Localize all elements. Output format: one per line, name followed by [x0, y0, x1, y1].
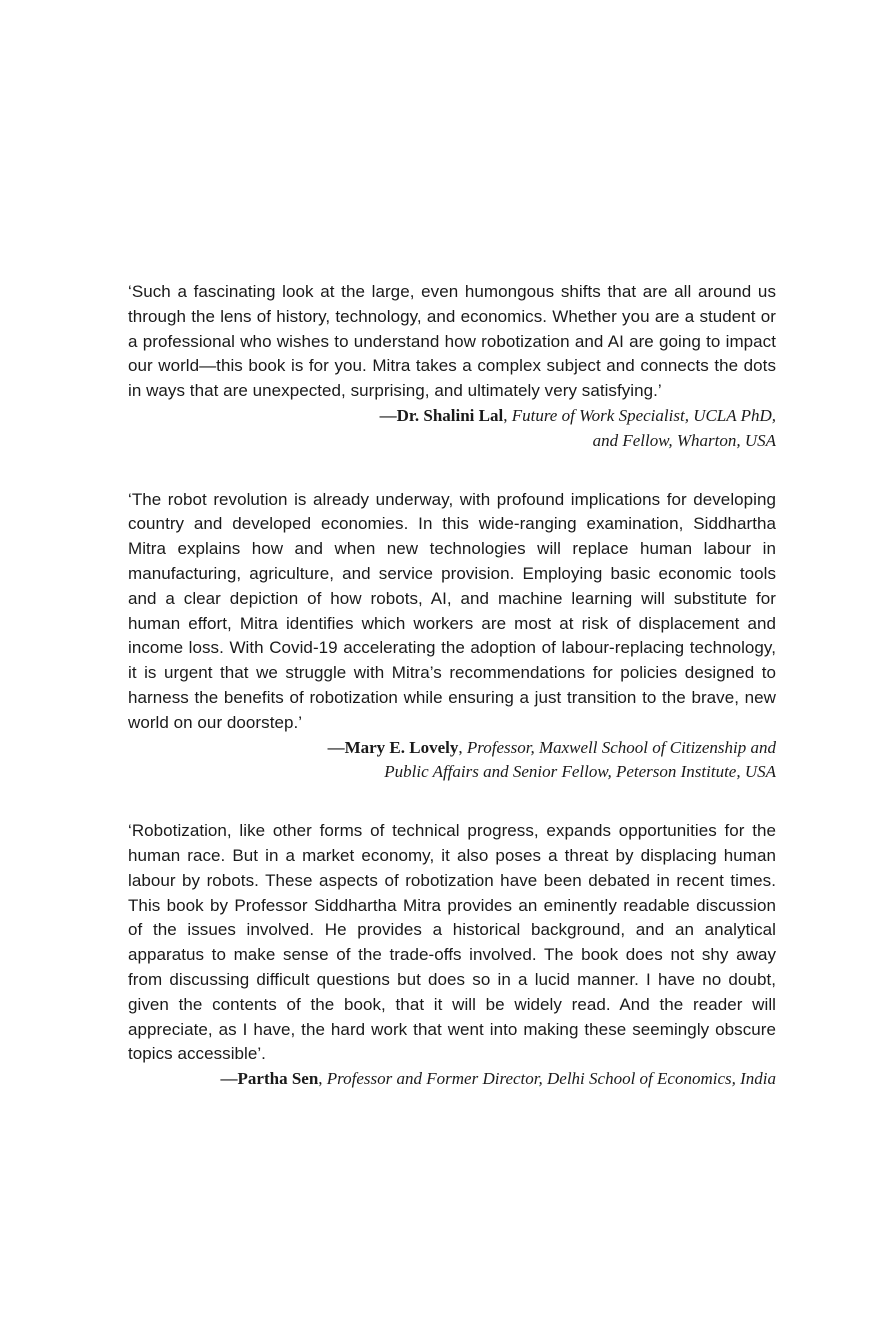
endorsement-quote: ‘Such a fascinating look at the large, even humongous shifts that are all around us through the lens of history, technology, and economics. Whether you are a student or a professional who wishes to understand how robotization and AI are going to impact our world—this book is for you. Mitra takes a complex subject and connects the dots in ways that are unexpected, surprising, and ultimately very satisfying.’	[128, 282, 776, 401]
endorser-name: —Mary E. Lovely	[327, 737, 459, 757]
endorser-name: —Dr. Shalini Lal	[379, 405, 504, 425]
endorser-role-continued: Public Affairs and Senior Fellow, Peterson Institute, USA	[384, 762, 776, 782]
endorsement-attribution	[128, 736, 776, 786]
endorsement-attribution	[128, 1067, 776, 1092]
endorsement-quote: ‘Robotization, like other forms of technical progress, expands opportunities for the human race. But in a market economy, it also poses a threat by displacing human labour by robots. These aspects of robotization have been debated in recent times. This book by Professor Siddhartha Mitra provides an eminently readable discussion of the issues involved. He provides a historical background, and an analytical apparatus to make sense of the trade-offs involved. The book does not shy away from discussing difficult questions but does so in a lucid manner. I have no doubt, given the contents of the book, that it will be widely read. And the reader will appreciate, as I have, the hard work that went into making these seemingly obscure topics accessible’.	[128, 821, 776, 1064]
endorser-name: —Partha Sen	[220, 1069, 319, 1089]
endorser-role-continued: and Fellow, Wharton, USA	[592, 430, 776, 450]
endorsement-sen	[128, 819, 776, 1092]
attribution-separator: ,	[503, 405, 512, 425]
endorsement-attribution	[128, 404, 776, 454]
endorsements-page	[128, 280, 776, 1126]
endorsement-quote: ‘The robot revolution is already underway, with profound implications for developing country and developed economies. In this wide-ranging examination, Siddhartha Mitra explains how and when new technologies will replace human labour in manufacturing, agriculture, and service provision. Employing basic economic tools and a clear depiction of how robots, AI, and machine learning will substitute for human effort, Mitra identifies which workers are most at risk of displacement and income loss. With Covid-19 accelerating the adoption of labour-replacing technology, it is urgent that we struggle with Mitra’s recommendations for policies designed to harness the benefits of robotization while ensuring a just transition to the brave, new world on our doorstep.’	[128, 489, 776, 732]
attribution-separator: ,	[318, 1069, 327, 1089]
endorsement-lovely	[128, 488, 776, 786]
endorser-role: Future of Work Specialist, UCLA PhD,	[511, 405, 776, 425]
endorser-role: Professor, Maxwell School of Citizenship and	[466, 737, 776, 757]
attribution-separator: ,	[458, 737, 467, 757]
endorsement-lal	[128, 280, 776, 454]
endorser-role: Professor and Former Director, Delhi School of Economics, India	[326, 1069, 776, 1089]
